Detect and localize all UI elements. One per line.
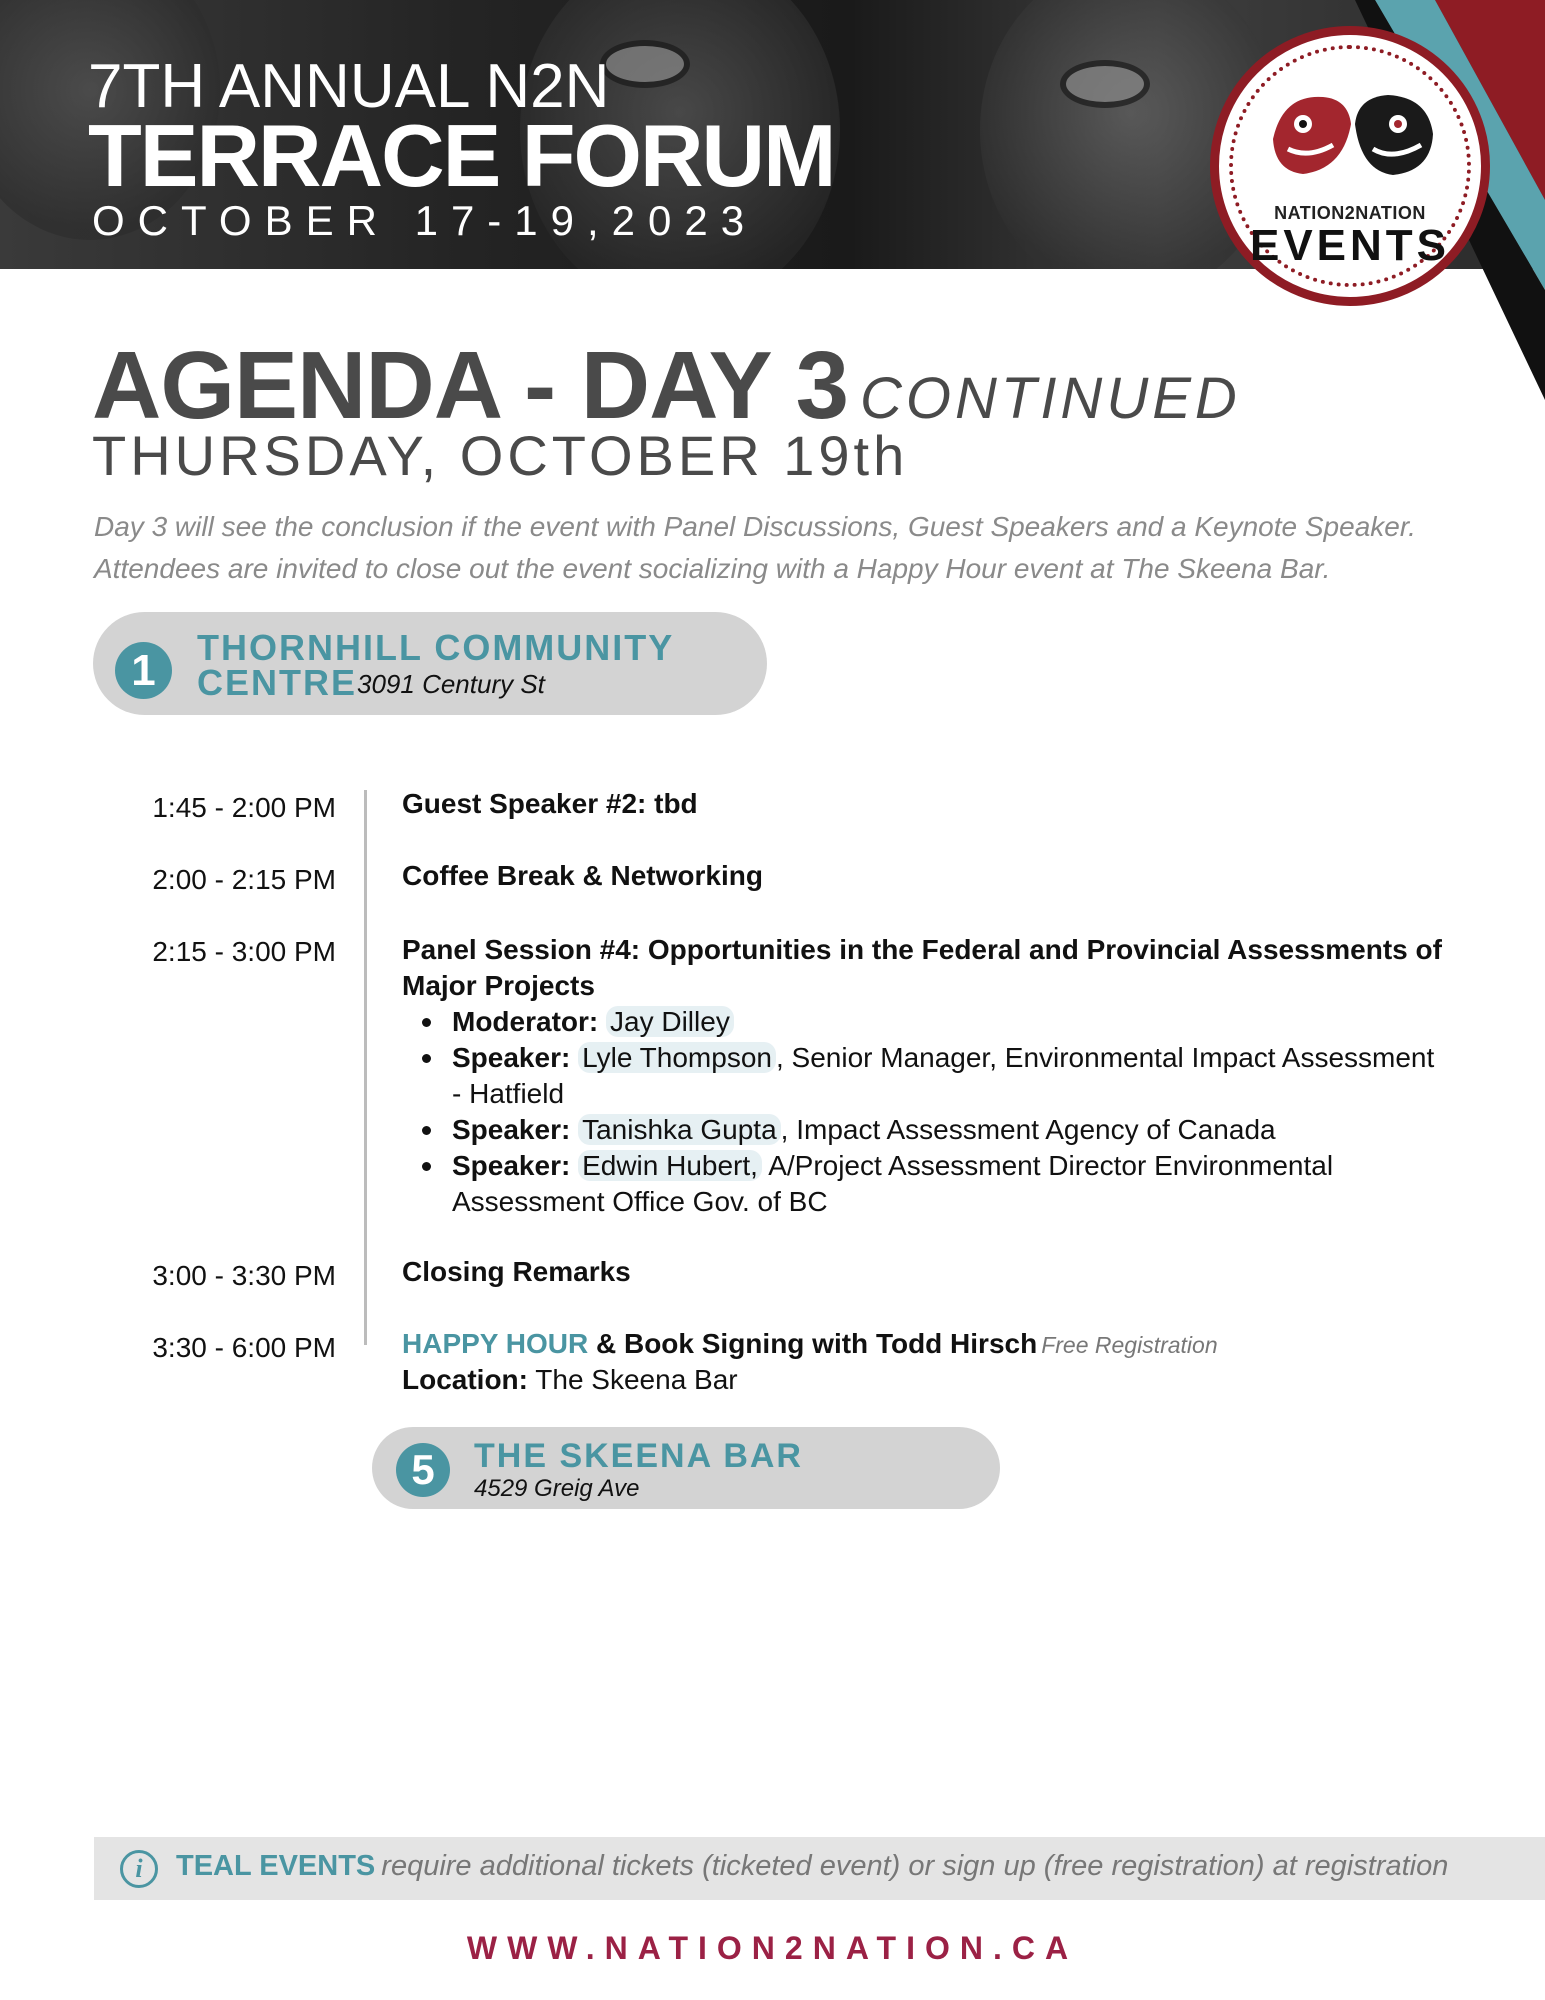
venue-name: THE SKEENA BAR bbox=[474, 1437, 803, 1475]
totem-eye-decoration bbox=[600, 40, 690, 88]
teal-events-label: TEAL EVENTS bbox=[176, 1850, 376, 1882]
venue-pill-skeena-bar bbox=[372, 1427, 1000, 1509]
location-value: The Skeena Bar bbox=[528, 1364, 738, 1395]
schedule-title: Panel Session #4: Opportunities in the Federal and Provincial Assessments of Major Projects bbox=[402, 934, 1442, 1001]
schedule-title: Coffee Break & Networking bbox=[402, 860, 763, 891]
teal-events-note-bar bbox=[94, 1837, 1545, 1900]
agenda-title: AGENDA - DAY 3 bbox=[92, 332, 848, 439]
panel-person: Jay Dilley bbox=[606, 1006, 734, 1037]
happy-hour-label: HAPPY HOUR bbox=[402, 1328, 589, 1359]
teal-events-text: require additional tickets (ticketed event) or sign up (free registration) at registration bbox=[381, 1850, 1449, 1882]
panel-person: Lyle Thompson bbox=[578, 1042, 776, 1073]
formline-animals-icon bbox=[1263, 79, 1443, 189]
panel-speaker-list bbox=[418, 1004, 1438, 1220]
event-dates: OCTOBER 17-19,2023 bbox=[92, 197, 758, 244]
schedule-title: Closing Remarks bbox=[402, 1256, 631, 1287]
intro-line: Attendees are invited to close out the event socializing with a Happy Hour event at The Skeena Bar. bbox=[94, 553, 1331, 584]
list-item bbox=[418, 1148, 1438, 1220]
free-registration-note: Free Registration bbox=[1041, 1332, 1218, 1358]
panel-detail: , Senior Manager, Environmental Impact Assessment - Hatfield bbox=[452, 1042, 1435, 1109]
panel-role: Moderator: bbox=[452, 1006, 599, 1037]
panel-person: Edwin Hubert, bbox=[578, 1150, 762, 1181]
panel-role: Speaker: bbox=[452, 1042, 571, 1073]
list-item bbox=[418, 1112, 1438, 1148]
nation2nation-events-logo bbox=[1210, 26, 1490, 306]
schedule-time: 1:45 - 2:00 PM bbox=[152, 792, 336, 823]
panel-role: Speaker: bbox=[452, 1114, 571, 1145]
book-signing-label: & Book Signing with Todd Hirsch bbox=[588, 1328, 1038, 1359]
list-item bbox=[418, 1040, 1438, 1112]
logo-wordmark-bottom: EVENTS bbox=[1249, 221, 1451, 270]
info-icon: i bbox=[120, 1850, 158, 1888]
teal-events-note bbox=[176, 1850, 1448, 1883]
venue-address: 4529 Greig Ave bbox=[474, 1475, 640, 1502]
location-line bbox=[402, 1364, 738, 1396]
event-subtitle: 7TH ANNUAL N2N bbox=[88, 52, 610, 121]
schedule-title bbox=[402, 1328, 1218, 1360]
list-item bbox=[418, 1004, 1438, 1040]
panel-detail: , Impact Assessment Agency of Canada bbox=[780, 1114, 1276, 1145]
venue-number-badge: 1 bbox=[115, 642, 172, 699]
venue-address: 3091 Century St bbox=[357, 669, 545, 699]
intro-line: Day 3 will see the conclusion if the event with Panel Discussions, Guest Speakers and a Keynote Speaker. bbox=[94, 511, 1416, 542]
totem-eye-decoration bbox=[1060, 60, 1150, 108]
website-link[interactable]: WWW.NATION2NATION.CA bbox=[466, 1930, 1079, 1966]
venue-pill-thornhill bbox=[93, 612, 767, 715]
schedule-time: 3:00 - 3:30 PM bbox=[152, 1260, 336, 1291]
panel-person: Tanishka Gupta bbox=[578, 1114, 781, 1145]
schedule-time: 2:15 - 3:00 PM bbox=[152, 936, 336, 967]
location-label: Location: bbox=[402, 1364, 528, 1395]
logo-wordmark-top: NATION2NATION bbox=[1274, 203, 1426, 223]
agenda-intro bbox=[94, 506, 1494, 590]
timeline-divider bbox=[364, 790, 367, 1345]
agenda-date: THURSDAY, OCTOBER 19th bbox=[92, 424, 909, 487]
agenda-continued-label: CONTINUED bbox=[860, 366, 1241, 431]
schedule-time: 2:00 - 2:15 PM bbox=[152, 864, 336, 895]
schedule-time: 3:30 - 6:00 PM bbox=[152, 1332, 336, 1363]
venue-name: CENTRE bbox=[197, 662, 358, 703]
venue-name: THORNHILL COMMUNITY bbox=[197, 627, 675, 668]
panel-role: Speaker: bbox=[452, 1150, 571, 1181]
schedule-title: Guest Speaker #2: tbd bbox=[402, 788, 698, 819]
venue-number-badge: 5 bbox=[396, 1443, 450, 1497]
event-title: TERRACE FORUM bbox=[88, 106, 835, 205]
panel-detail: A/Project Assessment Director Environmental Assessment Office Gov. of BC bbox=[452, 1150, 1334, 1217]
